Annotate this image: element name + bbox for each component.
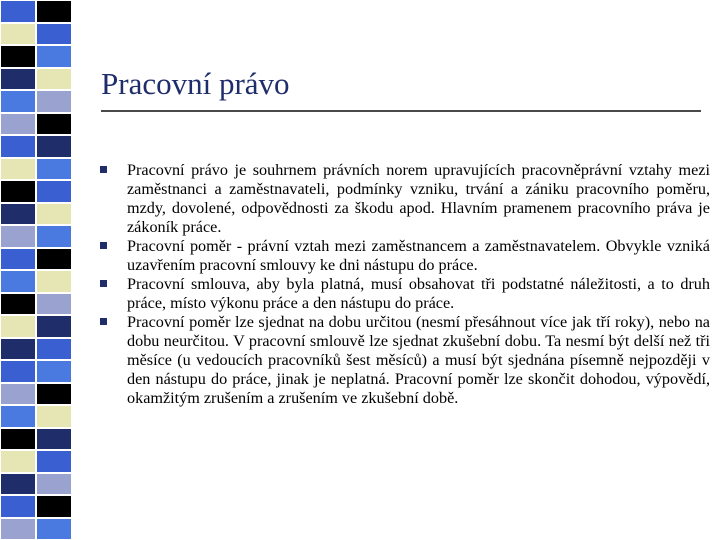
mosaic-tile [36, 360, 72, 383]
mosaic-tile [36, 68, 72, 91]
bullet-text: Pracovní poměr lze sjednat na dobu určitou (nesmí přesáhnout více jak tří roky), nebo na dobu neurčitou. V pracovní smlouvě lze sjednat zkušební dobu. Ta nesmí být delší než tři měsíce (u vedoucích pracovníků šest měsíců) a musí být sjednána písemně nejpozději v den nástupu do práce, jinak je neplatná. Pracovní poměr lze skončit dohodou, výpovědí, okamžitým zrušením a zrušením ve zkušební době. [127, 313, 710, 407]
mosaic-tile [0, 315, 36, 338]
mosaic-tile [0, 225, 36, 248]
mosaic-tile [0, 113, 36, 136]
mosaic-tile [0, 203, 36, 226]
bullet-text: Pracovní právo je souhrnem právních norem upravujících pracovněprávní vztahy mezi zaměstnanci a zaměstnavateli, podmínky vzniku, trvání a zániku pracovního poměru, mzdy, dovolené, odpovědnosti za škodu apod. Hlavním pramenem pracovního práva je zákoník práce. [127, 161, 710, 236]
mosaic-tile [0, 338, 36, 361]
mosaic-tile [0, 473, 36, 496]
mosaic-tile [36, 0, 72, 23]
mosaic-tile [36, 270, 72, 293]
square-bullet-icon [100, 166, 107, 173]
mosaic-tile [0, 360, 36, 383]
square-bullet-icon [100, 280, 107, 287]
mosaic-tile [36, 518, 72, 540]
bullet-item [100, 313, 710, 408]
mosaic-tile [36, 405, 72, 428]
mosaic-tile [36, 293, 72, 316]
mosaic-tile [36, 23, 72, 46]
mosaic-tile [0, 135, 36, 158]
bullet-item [100, 275, 710, 313]
mosaic-tile [36, 158, 72, 181]
mosaic-tile [36, 225, 72, 248]
mosaic-tile [0, 45, 36, 68]
mosaic-tile [0, 405, 36, 428]
bullet-item [100, 237, 710, 275]
mosaic-tile [36, 248, 72, 271]
title-divider [101, 110, 701, 112]
mosaic-tile [36, 135, 72, 158]
mosaic-tile [0, 495, 36, 518]
mosaic-tile [36, 113, 72, 136]
mosaic-tile [0, 248, 36, 271]
mosaic-tile [0, 68, 36, 91]
mosaic-tile [36, 180, 72, 203]
mosaic-tile [36, 338, 72, 361]
mosaic-tile [0, 383, 36, 406]
mosaic-tile [36, 450, 72, 473]
mosaic-tile [0, 518, 36, 540]
square-bullet-icon [100, 242, 107, 249]
mosaic-tile [0, 450, 36, 473]
slide-title: Pracovní právo [101, 66, 290, 101]
bullet-text: Pracovní smlouva, aby byla platná, musí obsahovat tři podstatné náležitosti, a to druh práce, místo výkonu práce a den nástupu do práce. [127, 275, 710, 312]
mosaic-tile [36, 428, 72, 451]
mosaic-tile [36, 383, 72, 406]
mosaic-tile [36, 315, 72, 338]
mosaic-tile [36, 90, 72, 113]
mosaic-tile [0, 180, 36, 203]
mosaic-tile [0, 23, 36, 46]
mosaic-tile [36, 45, 72, 68]
mosaic-tile [36, 473, 72, 496]
bullet-text: Pracovní poměr - právní vztah mezi zaměstnancem a zaměstnavatelem. Obvykle vzniká uzavřením pracovní smlouvy ke dni nástupu do práce. [127, 237, 710, 274]
mosaic-tile [0, 90, 36, 113]
mosaic-tile [0, 293, 36, 316]
bullet-list [100, 161, 710, 408]
mosaic-tile [36, 203, 72, 226]
mosaic-tile [0, 428, 36, 451]
decorative-mosaic-stripe [0, 0, 72, 540]
mosaic-tile [36, 495, 72, 518]
square-bullet-icon [100, 318, 107, 325]
mosaic-tile [0, 270, 36, 293]
bullet-item [100, 161, 710, 237]
mosaic-tile [0, 158, 36, 181]
mosaic-tile [0, 0, 36, 23]
